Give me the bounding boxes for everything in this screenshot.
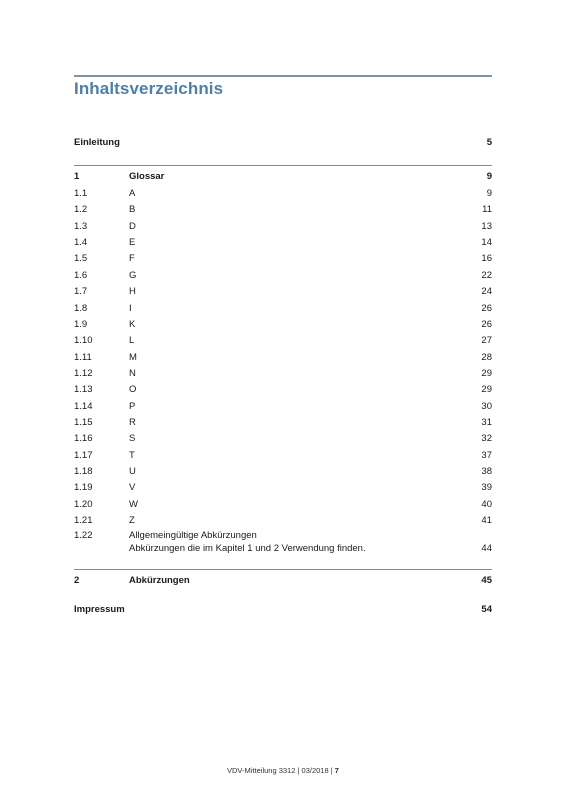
toc-chapter-2[interactable] — [74, 575, 492, 587]
toc-entry-page: 39 — [481, 482, 492, 494]
toc-entry-label: H — [129, 286, 136, 298]
toc-entry-number: 1.2 — [74, 204, 88, 216]
toc-entry-label: D — [129, 220, 136, 232]
toc-entry-number: 1.12 — [74, 367, 93, 379]
footer-separator: | — [297, 766, 300, 775]
toc-chapter-label: Glossar — [129, 171, 165, 182]
toc-entry[interactable] — [74, 253, 492, 265]
footer-document: VDV-Mitteilung 3312 — [227, 766, 296, 775]
toc-entry[interactable] — [74, 450, 492, 462]
toc-entry-number: 1.15 — [74, 416, 93, 428]
footer-date: 03/2018 — [301, 766, 329, 775]
toc-entry[interactable] — [74, 303, 492, 315]
toc-entry-number: 1.3 — [74, 220, 88, 232]
toc-entry-page: 14 — [481, 237, 492, 249]
toc-entry-number: 1.14 — [74, 400, 93, 412]
toc-entry-page: 38 — [481, 466, 492, 477]
toc-entry-label: E — [129, 237, 136, 249]
toc-entry-label: L — [129, 335, 135, 347]
toc-chapter-number: 2 — [74, 575, 80, 586]
toc-entry-number: 1.10 — [74, 335, 93, 347]
toc-entry-number: 1.19 — [74, 482, 93, 494]
toc-entry-label: G — [129, 269, 137, 281]
toc-entry-label: Impressum — [74, 604, 125, 615]
title-rule — [74, 75, 492, 77]
toc-entry-label: B — [129, 204, 136, 216]
page-footer — [0, 766, 566, 775]
toc-entry-number: 1.22 — [74, 530, 93, 541]
toc-chapter-page: 9 — [486, 171, 492, 182]
toc-entry-label: Z — [129, 515, 135, 526]
toc-entry-label: A — [129, 188, 136, 199]
toc-entry-label: W — [129, 498, 138, 510]
toc-entry[interactable] — [74, 221, 492, 233]
toc-entry-page: 26 — [481, 302, 492, 314]
toc-entry-label: K — [129, 318, 136, 330]
page-title: Inhaltsverzeichnis — [74, 79, 224, 98]
toc-entry[interactable] — [74, 433, 492, 445]
toc-entry-number: 1.4 — [74, 237, 88, 249]
toc-entry-impressum[interactable] — [74, 604, 492, 616]
toc-entry-label: P — [129, 400, 136, 412]
toc-entry[interactable] — [74, 499, 492, 511]
toc-entry-page: 22 — [481, 269, 492, 281]
toc-entry[interactable] — [74, 270, 492, 282]
toc-chapter-number: 1 — [74, 171, 80, 182]
toc-entry-page: 28 — [481, 351, 492, 363]
toc-entry[interactable] — [74, 319, 492, 331]
toc-entry-description: Abkürzungen die im Kapitel 1 und 2 Verwendung finden. — [129, 543, 366, 554]
toc-entry[interactable] — [74, 286, 492, 298]
toc-entry-page: 5 — [486, 137, 492, 148]
toc-entry-number: 1.20 — [74, 498, 93, 510]
toc-entry-page: 16 — [481, 253, 492, 265]
toc-entry-page: 30 — [481, 400, 492, 412]
toc-entry-page: 40 — [481, 498, 492, 510]
section-divider — [74, 165, 492, 166]
toc-entry-page: 37 — [481, 449, 492, 461]
toc-entry-number: 1.18 — [74, 466, 93, 477]
toc-entry-number: 1.11 — [74, 351, 92, 363]
toc-entry[interactable] — [74, 204, 492, 216]
toc-entry-page: 13 — [481, 220, 492, 232]
toc-entry[interactable] — [74, 352, 492, 364]
toc-entry-page: 54 — [481, 604, 492, 615]
toc-entry-label: Einleitung — [74, 137, 120, 148]
toc-entry-page: 26 — [481, 318, 492, 330]
toc-entry-number: 1.7 — [74, 286, 88, 298]
toc-entry-label: T — [129, 449, 135, 461]
toc-entry-number: 1.1 — [74, 188, 88, 199]
toc-entry-label: I — [129, 302, 132, 314]
toc-entry-label: U — [129, 466, 136, 477]
toc-entry-page: 9 — [486, 188, 492, 199]
toc-entry-page: 31 — [481, 416, 492, 428]
toc-entry-number: 1.6 — [74, 269, 88, 281]
toc-entry[interactable] — [74, 368, 492, 380]
toc-entry[interactable] — [74, 335, 492, 347]
toc-entry[interactable] — [74, 237, 492, 249]
toc-entry[interactable] — [74, 384, 492, 396]
toc-entry[interactable] — [74, 417, 492, 429]
toc-entry-number: 1.5 — [74, 253, 88, 265]
toc-entry-number: 1.17 — [74, 449, 93, 461]
footer-separator: | — [330, 766, 333, 775]
toc-entry-1-22[interactable] — [74, 530, 492, 542]
toc-entry-label: Allgemeingültige Abkürzungen — [129, 530, 257, 541]
toc-entry[interactable] — [74, 466, 492, 478]
toc-entry-page: 41 — [481, 515, 492, 526]
toc-entry-page: 44 — [481, 543, 492, 554]
toc-entry[interactable] — [74, 401, 492, 413]
toc-chapter-label: Abkürzungen — [129, 575, 190, 586]
toc-entry-page: 29 — [481, 367, 492, 379]
toc-entry-page: 32 — [481, 433, 492, 445]
toc-entry-number: 1.13 — [74, 384, 93, 396]
toc-entry-einleitung[interactable] — [74, 137, 492, 149]
toc-entry-1-22-subline[interactable] — [74, 543, 492, 555]
toc-entry-label: V — [129, 482, 136, 494]
footer-page-number: 7 — [334, 766, 339, 775]
toc-entry[interactable] — [74, 482, 492, 494]
toc-entry-label: N — [129, 367, 136, 379]
section-divider — [74, 569, 492, 570]
toc-entry[interactable] — [74, 188, 492, 200]
toc-entry[interactable] — [74, 515, 492, 527]
toc-entry-number: 1.21 — [74, 515, 93, 526]
toc-entry-page: 24 — [481, 286, 492, 298]
toc-entry-label: O — [129, 384, 137, 396]
toc-chapter-1[interactable] — [74, 171, 492, 183]
toc-entry-page: 29 — [481, 384, 492, 396]
toc-entry-page: 27 — [481, 335, 492, 347]
toc-entry-label: M — [129, 351, 137, 363]
toc-chapter-page: 45 — [481, 575, 492, 586]
toc-entry-label: R — [129, 416, 136, 428]
toc-entry-number: 1.9 — [74, 318, 88, 330]
toc-entry-number: 1.16 — [74, 433, 93, 445]
toc-entry-label: F — [129, 253, 135, 265]
toc-entry-page: 11 — [482, 204, 492, 216]
toc-entry-label: S — [129, 433, 136, 445]
toc-entry-number: 1.8 — [74, 302, 88, 314]
